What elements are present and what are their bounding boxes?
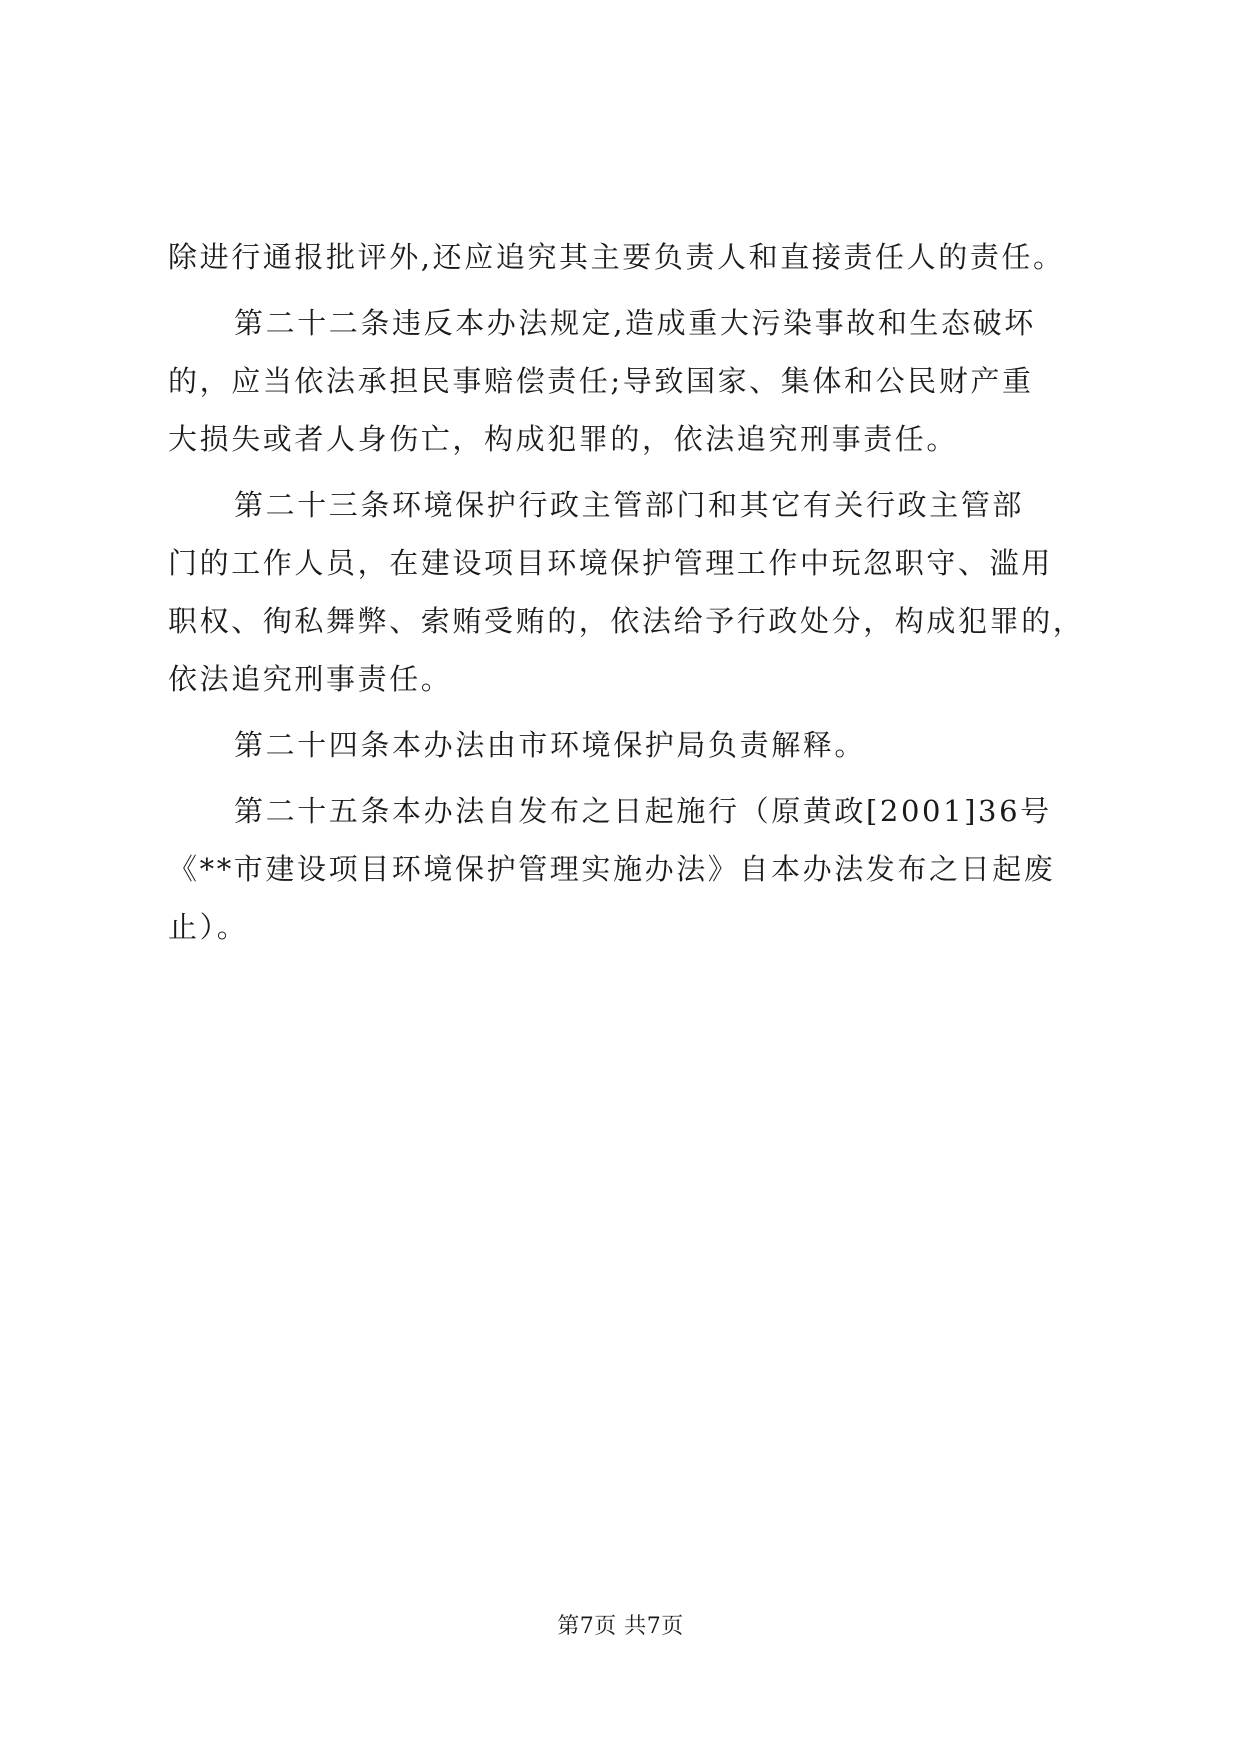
article-23-line-2: 门的工作人员，在建设项目环境保护管理工作中玩忽职守、滥用	[168, 546, 1053, 580]
article-25-line-2: 《**市建设项目环境保护管理实施办法》自本办法发布之日起废	[168, 852, 1056, 886]
article-25-line-3: 止）。	[168, 910, 249, 944]
article-25-line-1: 第二十五条本办法自发布之日起施行（原黄政[2001]36号	[234, 794, 1052, 828]
paragraph-line: 除进行通报批评外,还应追究其主要负责人和直接责任人的责任。	[168, 240, 1065, 274]
article-22-line-1: 第二十二条违反本办法规定,造成重大污染事故和生态破坏	[234, 306, 1036, 340]
page-number-footer: 第7页 共7页	[557, 1614, 684, 1639]
article-23-line-3: 职权、徇私舞弊、索贿受贿的，依法给予行政处分，构成犯罪的，	[168, 604, 1085, 638]
article-23-line-4: 依法追究刑事责任。	[168, 662, 453, 696]
document-body	[168, 228, 1088, 956]
article-22-line-3: 大损失或者人身伤亡，构成犯罪的，依法追究刑事责任。	[168, 422, 959, 456]
article-24-line-1: 第二十四条本办法由市环境保护局负责解释。	[234, 728, 867, 762]
article-23-line-1: 第二十三条环境保护行政主管部门和其它有关行政主管部	[234, 488, 1025, 522]
article-22-line-2: 的，应当依法承担民事赔偿责任;导致国家、集体和公民财产重	[168, 364, 1034, 398]
